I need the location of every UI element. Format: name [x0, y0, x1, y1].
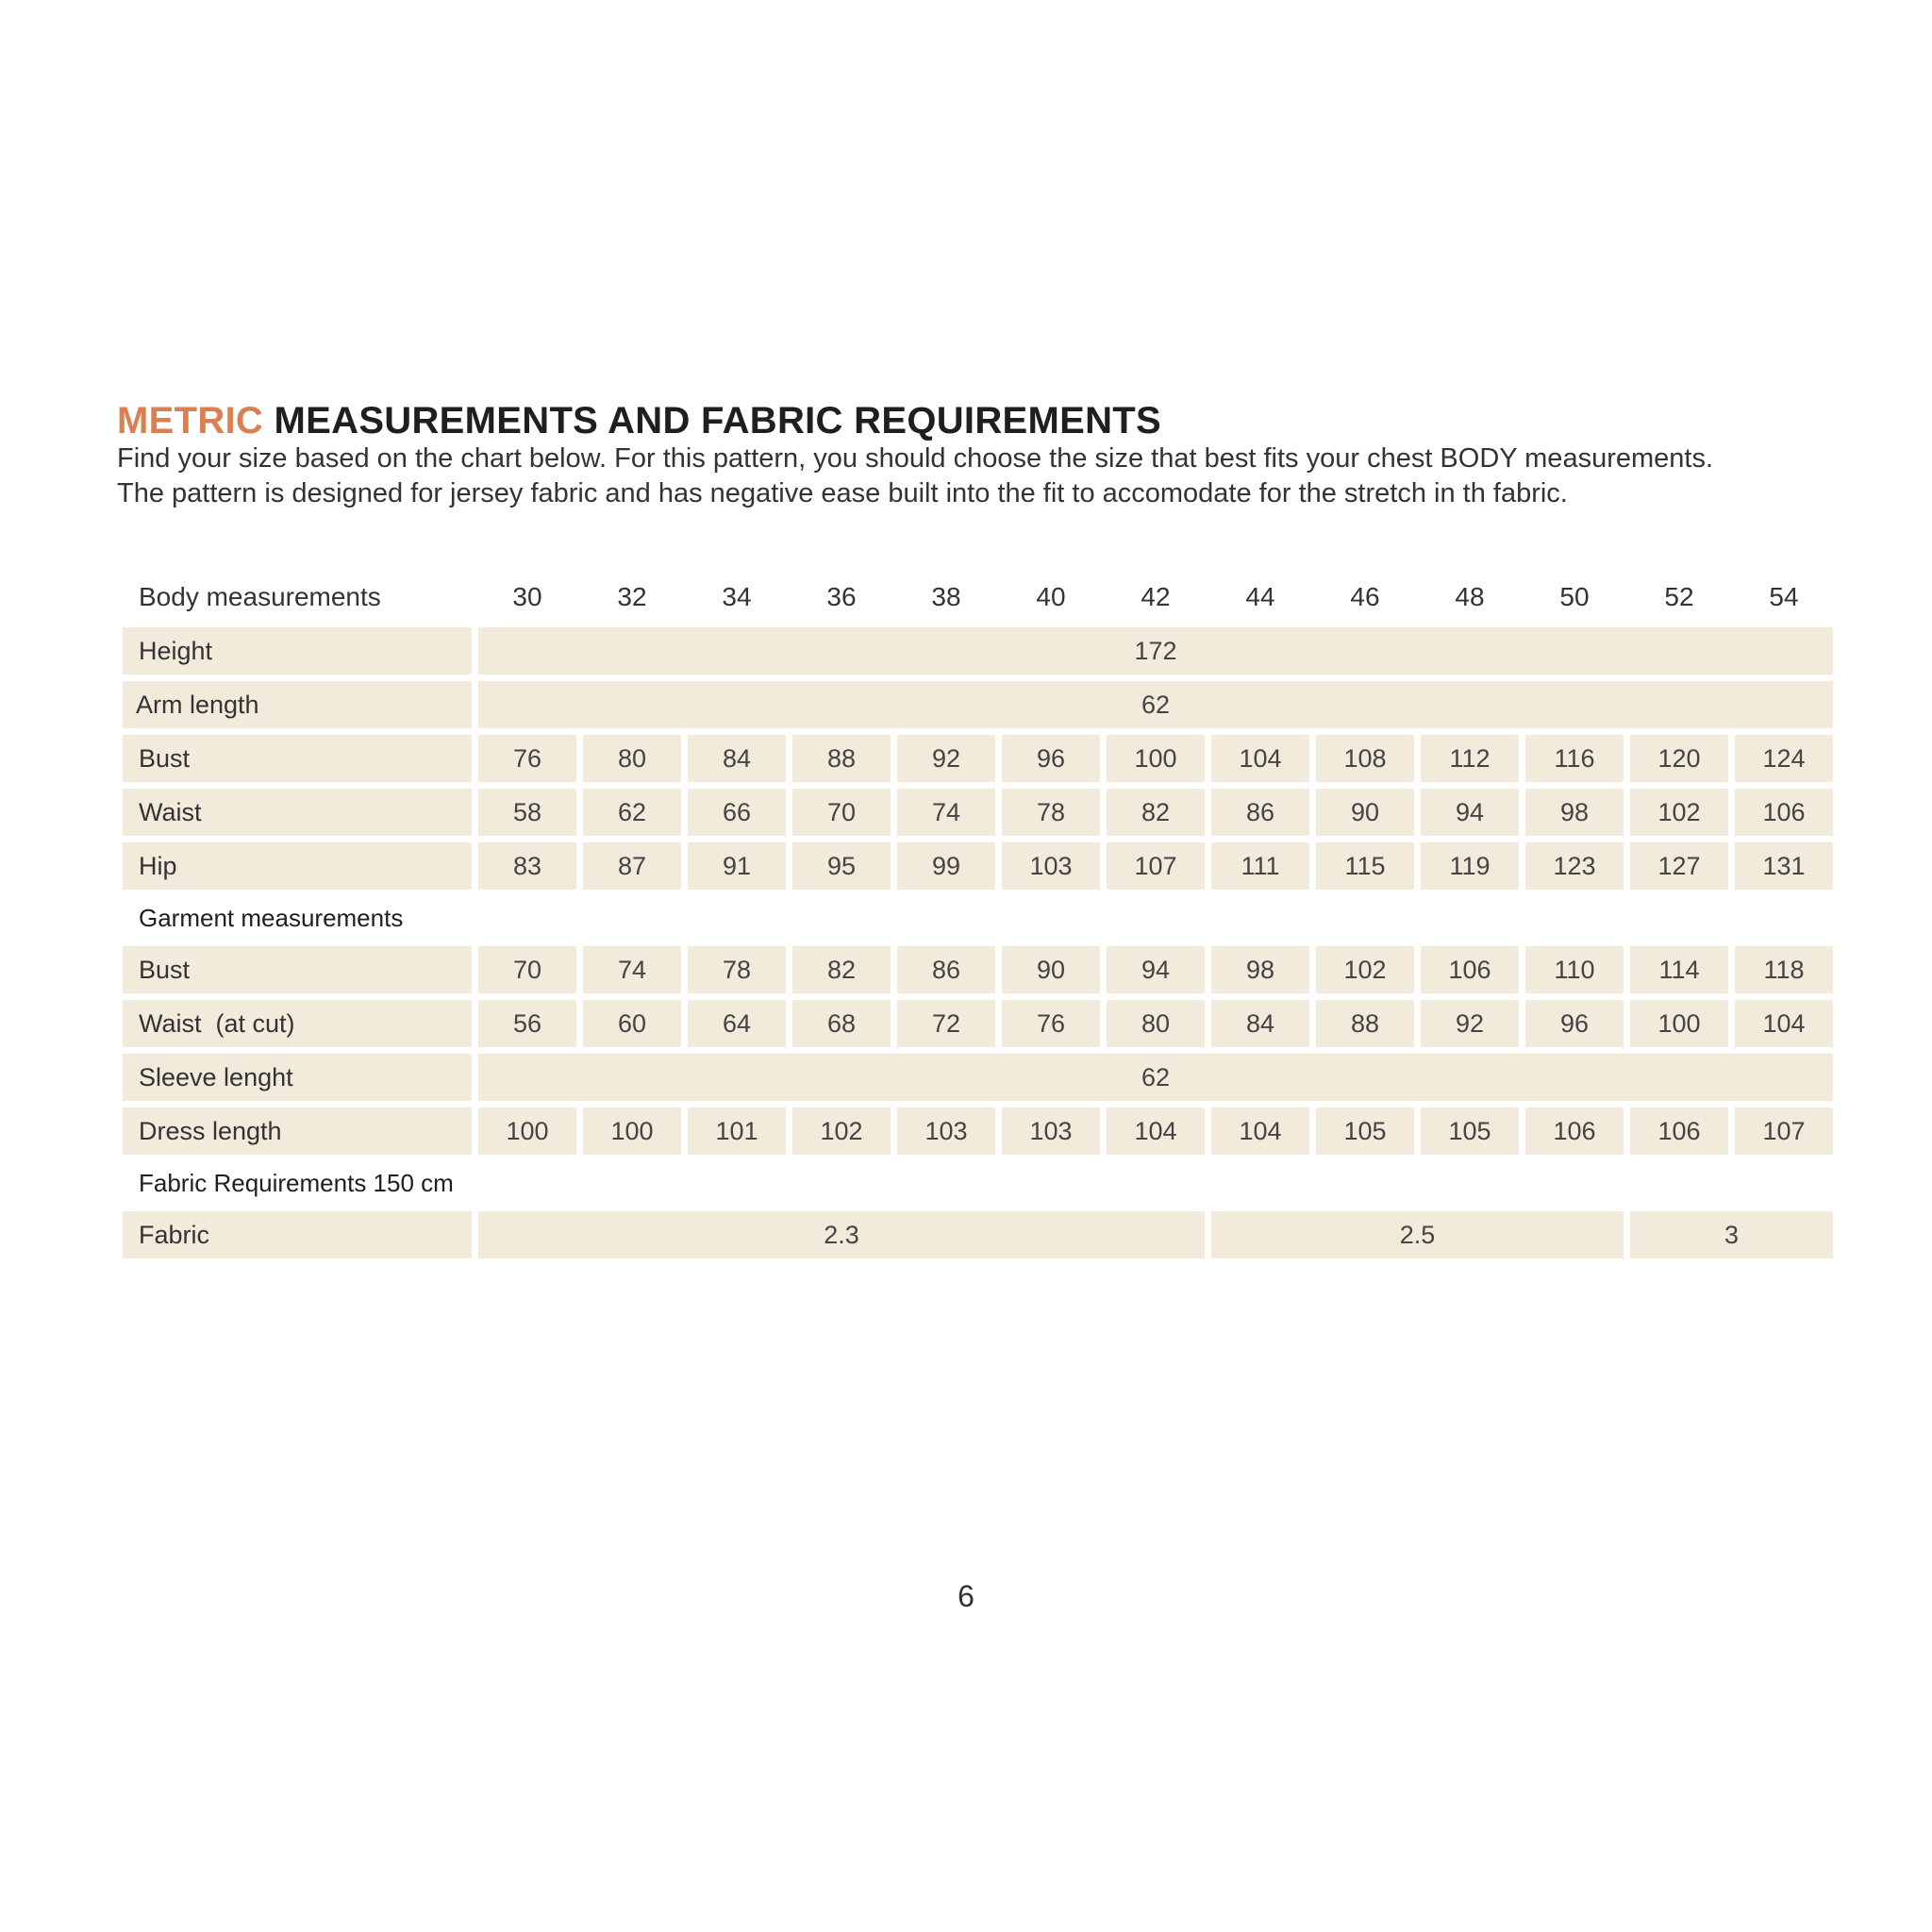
table-cell: 103	[1002, 842, 1100, 890]
page-title	[117, 400, 1161, 442]
table-cell: 107	[1107, 842, 1205, 890]
table-cell: 96	[1002, 735, 1100, 782]
size-header: 50	[1559, 582, 1590, 611]
size-header: 34	[722, 582, 752, 611]
table-cell: 80	[1107, 1000, 1205, 1047]
table-cell: 100	[478, 1108, 576, 1155]
table-cell: 58	[478, 789, 576, 836]
row-label-garment-bust: Bust	[123, 946, 472, 993]
table-cell: 82	[1107, 789, 1205, 836]
row-label-fabric: Fabric	[123, 1211, 472, 1258]
row-label-dress-length: Dress length	[123, 1108, 472, 1155]
table-cell: 101	[688, 1108, 786, 1155]
table-cell: 105	[1316, 1108, 1414, 1155]
arm-length-value: 62	[478, 681, 1833, 728]
table-cell: 84	[688, 735, 786, 782]
title-rest: MEASUREMENTS AND FABRIC REQUIREMENTS	[263, 400, 1162, 441]
row-label-garment-waist: Waist (at cut)	[123, 1000, 472, 1047]
row-label-height: Height	[123, 627, 472, 675]
table-cell: 102	[1316, 946, 1414, 993]
size-header: 42	[1141, 582, 1171, 611]
size-header: 36	[826, 582, 857, 611]
row-label-arm-length: Arm length	[123, 681, 472, 728]
table-cell: 91	[688, 842, 786, 890]
size-header: 40	[1036, 582, 1066, 611]
table-cell: 106	[1735, 789, 1833, 836]
table-cell: 90	[1002, 946, 1100, 993]
table-cell: 90	[1316, 789, 1414, 836]
size-chart-table	[123, 574, 1833, 1258]
table-cell: 120	[1630, 735, 1728, 782]
table-cell: 127	[1630, 842, 1728, 890]
table-cell: 95	[792, 842, 891, 890]
table-cell: 74	[897, 789, 995, 836]
table-cell: 107	[1735, 1108, 1833, 1155]
table-cell: 102	[1630, 789, 1728, 836]
table-cell: 82	[792, 946, 891, 993]
table-cell: 99	[897, 842, 995, 890]
table-cell: 103	[1002, 1108, 1100, 1155]
table-cell: 108	[1316, 735, 1414, 782]
row-label-hip: Hip	[123, 842, 472, 890]
table-cell: 104	[1211, 735, 1309, 782]
table-cell: 119	[1421, 842, 1519, 890]
intro-text	[117, 441, 1834, 511]
table-cell: 118	[1735, 946, 1833, 993]
fabric-value-sizes-52-54: 3	[1630, 1211, 1833, 1258]
table-cell: 76	[478, 735, 576, 782]
size-header: 32	[617, 582, 647, 611]
table-cell: 98	[1525, 789, 1624, 836]
table-cell: 100	[1107, 735, 1205, 782]
table-cell: 92	[897, 735, 995, 782]
fabric-value-sizes-30-42: 2.3	[478, 1211, 1205, 1258]
table-cell: 74	[583, 946, 681, 993]
table-cell: 86	[1211, 789, 1309, 836]
table-cell: 66	[688, 789, 786, 836]
fabric-value-sizes-44-50: 2.5	[1211, 1211, 1624, 1258]
row-label-sleeve-length: Sleeve lenght	[123, 1054, 472, 1101]
table-cell: 70	[792, 789, 891, 836]
table-cell: 96	[1525, 1000, 1624, 1047]
table-cell: 106	[1630, 1108, 1728, 1155]
intro-line-2: The pattern is designed for jersey fabric and has negative ease built into the fit to accomodate for the stretch in th fabric.	[117, 478, 1568, 508]
table-cell: 100	[1630, 1000, 1728, 1047]
table-cell: 106	[1421, 946, 1519, 993]
table-cell: 94	[1107, 946, 1205, 993]
table-cell: 86	[897, 946, 995, 993]
table-cell: 64	[688, 1000, 786, 1047]
table-cell: 83	[478, 842, 576, 890]
size-header: 54	[1769, 582, 1799, 611]
table-cell: 131	[1735, 842, 1833, 890]
size-header: 30	[512, 582, 542, 611]
table-cell: 80	[583, 735, 681, 782]
row-label-waist: Waist	[123, 789, 472, 836]
table-cell: 112	[1421, 735, 1519, 782]
table-cell: 115	[1316, 842, 1414, 890]
table-cell: 84	[1211, 1000, 1309, 1047]
table-cell: 88	[792, 735, 891, 782]
table-cell: 70	[478, 946, 576, 993]
table-cell: 87	[583, 842, 681, 890]
table-cell: 102	[792, 1108, 891, 1155]
section-label-garment: Garment measurements	[139, 903, 404, 932]
intro-line-1: Find your size based on the chart below. For this pattern, you should choose the size that best fits your chest BODY measurements.	[117, 443, 1714, 474]
table-cell: 105	[1421, 1108, 1519, 1155]
table-cell: 104	[1211, 1108, 1309, 1155]
table-cell: 100	[583, 1108, 681, 1155]
table-cell: 72	[897, 1000, 995, 1047]
size-header: 38	[931, 582, 961, 611]
table-cell: 78	[1002, 789, 1100, 836]
table-cell: 114	[1630, 946, 1728, 993]
title-accent: METRIC	[117, 400, 264, 441]
table-cell: 56	[478, 1000, 576, 1047]
table-cell: 104	[1735, 1000, 1833, 1047]
sleeve-length-value: 62	[478, 1054, 1833, 1101]
size-header: 48	[1455, 582, 1485, 611]
table-cell: 60	[583, 1000, 681, 1047]
section-label-fabric-requirements: Fabric Requirements 150 cm	[139, 1168, 454, 1197]
table-cell: 76	[1002, 1000, 1100, 1047]
table-cell: 111	[1211, 842, 1309, 890]
page-number: 6	[958, 1579, 974, 1613]
row-label-bust: Bust	[123, 735, 472, 782]
table-cell: 68	[792, 1000, 891, 1047]
size-header: 44	[1245, 582, 1275, 611]
table-cell: 110	[1525, 946, 1624, 993]
size-header: 46	[1350, 582, 1380, 611]
table-cell: 88	[1316, 1000, 1414, 1047]
table-cell: 62	[583, 789, 681, 836]
table-cell: 92	[1421, 1000, 1519, 1047]
size-header: 52	[1664, 582, 1694, 611]
table-cell: 116	[1525, 735, 1624, 782]
table-cell: 106	[1525, 1108, 1624, 1155]
table-cell: 98	[1211, 946, 1309, 993]
height-value: 172	[478, 627, 1833, 675]
table-cell: 124	[1735, 735, 1833, 782]
table-cell: 123	[1525, 842, 1624, 890]
table-cell: 104	[1107, 1108, 1205, 1155]
header-body-measurements: Body measurements	[139, 582, 381, 611]
table-cell: 94	[1421, 789, 1519, 836]
table-cell: 103	[897, 1108, 995, 1155]
table-cell: 78	[688, 946, 786, 993]
